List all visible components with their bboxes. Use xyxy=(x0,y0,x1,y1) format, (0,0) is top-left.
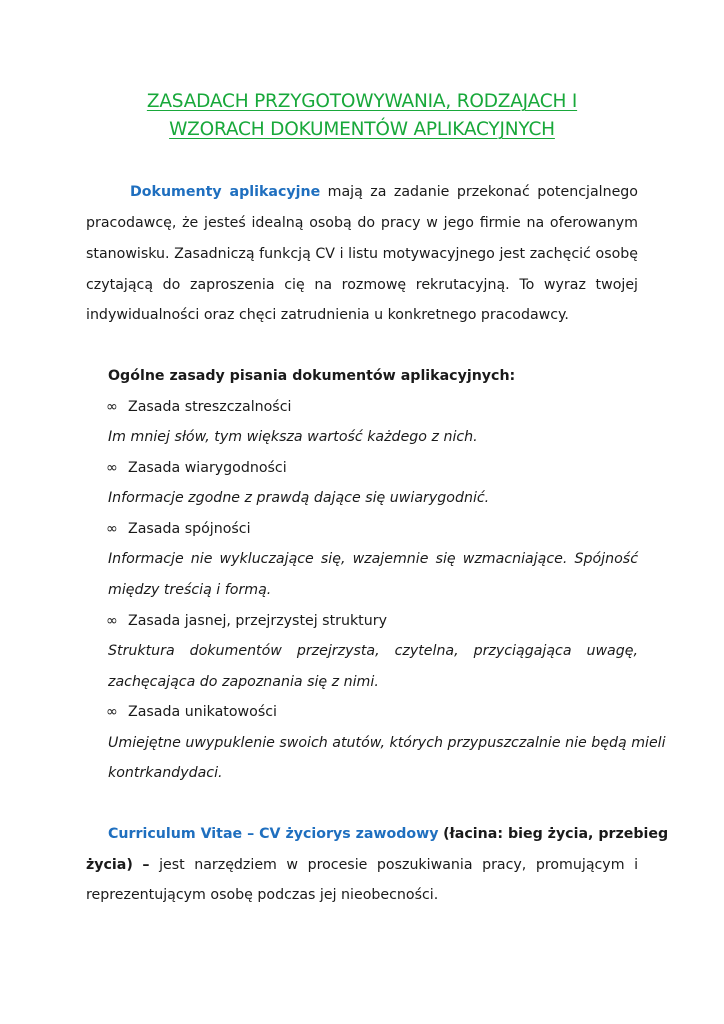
infinity-bullet-icon: ∞ xyxy=(106,704,118,720)
rule-item: ∞ Zasada unikatowości xyxy=(106,704,277,720)
cv-term: Curriculum Vitae – CV życiorys zawodowy xyxy=(108,826,439,842)
cv-line-3: reprezentującym osobę podczas jej nieobecności. xyxy=(86,887,439,903)
intro-line-3: stanowisku. Zasadniczą funkcją CV i listu motywacyjnego jest zachęcić osobę xyxy=(86,246,638,262)
title-line-1: ZASADACH PRZYGOTOWYWANIA, RODZAJACH I xyxy=(146,91,578,112)
intro-line-4: czytającą do zaproszenia cię na rozmowę rekrutacyjną. To wyraz twojej xyxy=(86,277,638,293)
rule-desc: między treścią i formą. xyxy=(108,582,272,598)
rule-item: ∞ Zasada streszczalności xyxy=(106,399,292,415)
cv-line-2: życia) – jest narzędziem w procesie poszukiwania pracy, promującym i xyxy=(86,857,639,873)
intro-line-2: pracodawcę, że jesteś idealną osobą do pracy w jego firmie na oferowanym xyxy=(86,215,638,231)
rule-desc: Im mniej słów, tym większa wartość każdego z nich. xyxy=(108,429,478,445)
rule-item: ∞ Zasada spójności xyxy=(106,521,251,537)
cv-line-1: Curriculum Vitae – CV życiorys zawodowy (łacina: bieg życia, przebieg xyxy=(108,826,669,842)
intro-line-1: Dokumenty aplikacyjne mają za zadanie przekonać potencjalnego xyxy=(130,184,638,200)
infinity-bullet-icon: ∞ xyxy=(106,613,118,629)
rule-desc: Umiejętne uwypuklenie swoich atutów, których przypuszczalnie nie będą mieli xyxy=(108,735,666,751)
rule-item: ∞ Zasada wiarygodności xyxy=(106,460,287,476)
intro-term: Dokumenty aplikacyjne xyxy=(130,184,321,200)
rule-item: ∞ Zasada jasnej, przejrzystej struktury xyxy=(106,613,387,629)
rules-heading: Ogólne zasady pisania dokumentów aplikacyjnych: xyxy=(108,368,516,384)
rule-desc: Informacje zgodne z prawdą dające się uwiarygodnić. xyxy=(108,490,490,506)
infinity-bullet-icon: ∞ xyxy=(106,521,118,537)
rule-desc: Struktura dokumentów przejrzysta, czytelna, przyciągająca uwagę, xyxy=(108,643,638,659)
intro-line-5: indywidualności oraz chęci zatrudnienia u konkretnego pracodawcy. xyxy=(86,307,569,323)
infinity-bullet-icon: ∞ xyxy=(106,460,118,476)
infinity-bullet-icon: ∞ xyxy=(106,399,118,415)
rule-desc: Informacje nie wykluczające się, wzajemnie się wzmacniające. Spójność xyxy=(108,551,638,567)
rule-desc: zachęcająca do zapoznania się z nimi. xyxy=(108,674,379,690)
rule-desc: kontrkandydaci. xyxy=(108,765,223,781)
title-line-2: WZORACH DOKUMENTÓW APLIKACYJNYCH xyxy=(169,119,555,140)
